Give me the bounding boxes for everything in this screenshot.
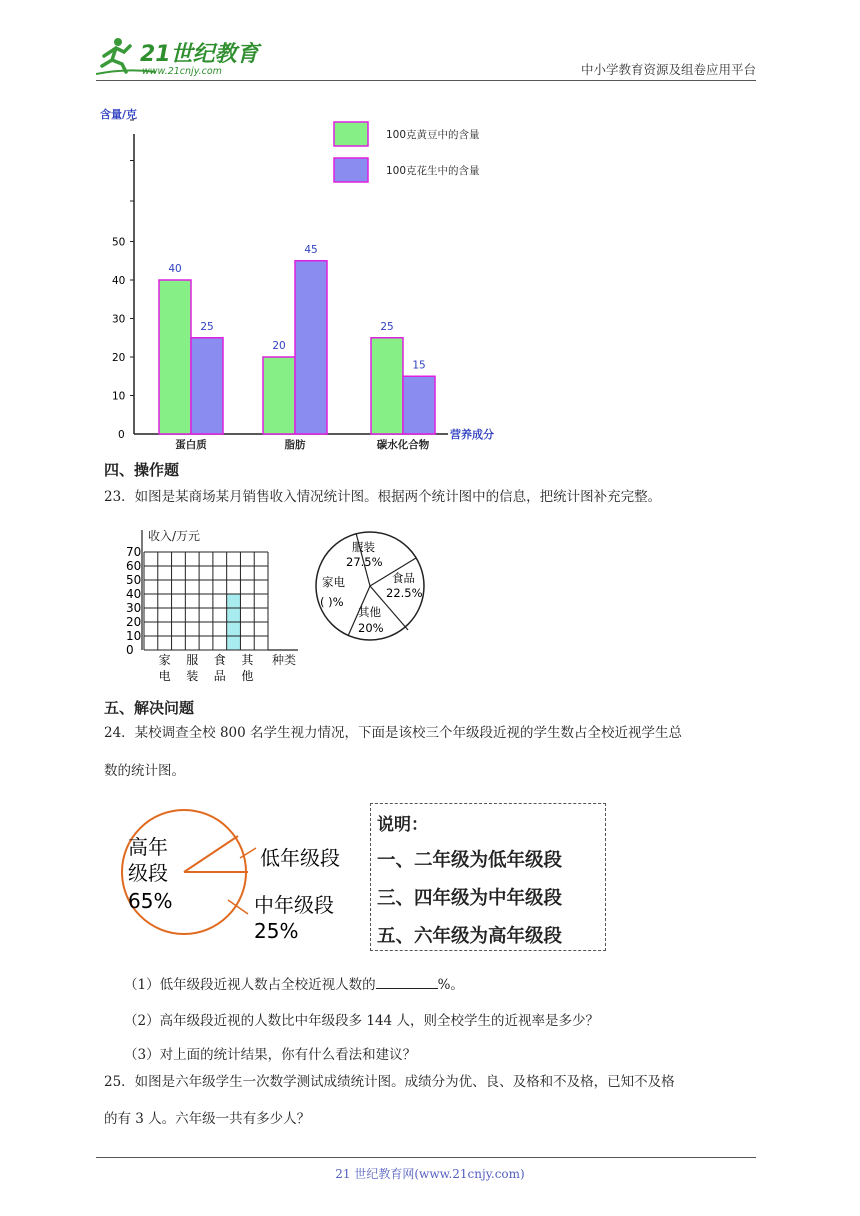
sales-y-tick: 40 (126, 587, 142, 601)
legend-label-peanut: 100克花生中的含量 (386, 165, 480, 177)
subquestion-3: （3）对上面的统计结果，你有什么看法和建议？ (124, 1047, 417, 1063)
sales-category-label: 电 (158, 669, 171, 683)
footer-divider (96, 1157, 756, 1158)
y-tick-label: 10 (112, 390, 126, 403)
pie-value-appliance: ( )% (320, 595, 344, 609)
category-label: 蛋白质 (175, 439, 207, 451)
sales-category-label: 服 (186, 653, 199, 667)
myopia-legend-box (370, 803, 606, 951)
bar-value-label: 25 (200, 320, 214, 333)
site-logo (96, 34, 266, 80)
question-25-line1: 25．如图是六年级学生一次数学测试成绩统计图。成绩分为优、良、及格和不及格，已知不及格 (104, 1074, 675, 1090)
sales-bar-chart (118, 522, 318, 690)
chart-legend (334, 122, 480, 182)
bar (295, 261, 327, 434)
legend-swatch-peanut (334, 158, 368, 182)
sales-category-label: 家 (158, 653, 171, 667)
sales-category-label: 他 (241, 669, 254, 683)
bar-value-label: 15 (412, 359, 426, 372)
legend-line-3: 五、六年级为高年级段 (377, 926, 563, 947)
subquestion-1-text: （1）低年级段近视人数占全校近视人数的 (124, 977, 376, 993)
bar (371, 338, 403, 434)
sales-y-label: 收入/万元 (148, 529, 201, 543)
sales-y-tick: 30 (126, 601, 142, 615)
myopia-pie-chart (120, 808, 370, 950)
sales-y-tick: 50 (126, 573, 142, 587)
sales-x-label: 种类 (272, 653, 297, 667)
logo-main-text: 21世纪教育 (140, 42, 259, 67)
legend-line-1: 一、二年级为低年级段 (377, 850, 563, 871)
header-divider (96, 80, 756, 81)
platform-name: 中小学教育资源及组卷应用平台 (580, 62, 756, 77)
logo-url-text: www.21cnjy.com (142, 66, 222, 77)
sales-category-label: 品 (213, 669, 226, 683)
bar-value-label: 20 (272, 340, 286, 352)
y-tick-label: 40 (112, 275, 126, 287)
y-tick-label: 0 (118, 429, 125, 441)
pie-label-other: 其他 (358, 605, 381, 619)
sales-y-tick: 10 (126, 629, 142, 643)
pie-value-other: 20% (358, 621, 384, 635)
sales-y-tick: 20 (126, 615, 142, 629)
bar-value-label: 25 (380, 320, 394, 333)
subquestion-2: （2）高年级段近视的人数比中年级段多 144 人，则全校学生的近视率是多少？ (124, 1013, 599, 1029)
pie-label-appliance: 家电 (322, 575, 345, 589)
section5-title: 五、解决问题 (104, 699, 195, 717)
legend-line-2: 三、四年级为中年级段 (377, 888, 563, 909)
question-24-line1: 24．某校调查全校 800 名学生视力情况，下面是该校三个年级段近视的学生数占全校近视学生总 (104, 725, 683, 741)
pie-high-label-1: 高年 (128, 835, 168, 859)
bar (263, 357, 295, 434)
sales-category-label: 其 (241, 653, 254, 667)
section4-title: 四、操作题 (104, 461, 180, 479)
question-23: 23．如图是某商场某月销售收入情况统计图。根据两个统计图中的信息，把统计图补充完整。 (104, 489, 662, 505)
bar-value-label: 45 (304, 243, 318, 256)
sales-y-tick: 60 (126, 559, 142, 573)
pie-high-label-2: 级段 (128, 861, 168, 885)
answer-blank[interactable] (376, 976, 438, 989)
pie-value-food: 22.5% (386, 586, 423, 600)
footer-text: 21 世纪教育网(www.21cnjy.com) (335, 1167, 525, 1181)
sales-y-tick: 70 (126, 545, 142, 559)
chart-x-label: 营养成分 (450, 428, 494, 441)
subquestion-1 (124, 973, 464, 993)
y-tick-label: 20 (112, 352, 126, 364)
question-24-line2: 数的统计图。 (104, 763, 185, 779)
legend-label-soybean: 100克黄豆中的含量 (386, 129, 480, 141)
pie-value-clothing: 27.5% (346, 555, 383, 569)
pie-label-food: 食品 (392, 571, 415, 585)
pie-label-clothing: 服装 (352, 540, 375, 554)
bar (191, 338, 223, 434)
chart-y-label: 含量/克 (100, 108, 138, 121)
bar (159, 280, 191, 434)
y-tick-label: 30 (112, 313, 126, 326)
y-tick-label: 50 (112, 236, 126, 249)
question-25-line2: 的有 3 人。六年级一共有多少人？ (104, 1111, 311, 1127)
category-label: 碳水化合物 (376, 439, 430, 451)
pie-low-label: 低年级段 (260, 846, 340, 870)
sales-pie-chart (312, 528, 432, 646)
pie-mid-value: 25% (254, 919, 299, 943)
legend-swatch-soybean (334, 122, 368, 146)
nutrition-bar-chart (96, 100, 516, 452)
sales-category-label: 食 (213, 653, 226, 667)
pie-mid-label: 中年级段 (254, 893, 334, 917)
legend-title: 说明： (377, 815, 428, 835)
category-label: 脂肪 (284, 439, 306, 451)
sales-category-label: 装 (186, 669, 199, 683)
bar (403, 376, 435, 434)
subquestion-1-suffix: %。 (437, 977, 464, 993)
sales-y-tick: 0 (126, 643, 134, 657)
pie-high-value: 65% (128, 889, 173, 913)
bar-value-label: 40 (168, 263, 182, 275)
